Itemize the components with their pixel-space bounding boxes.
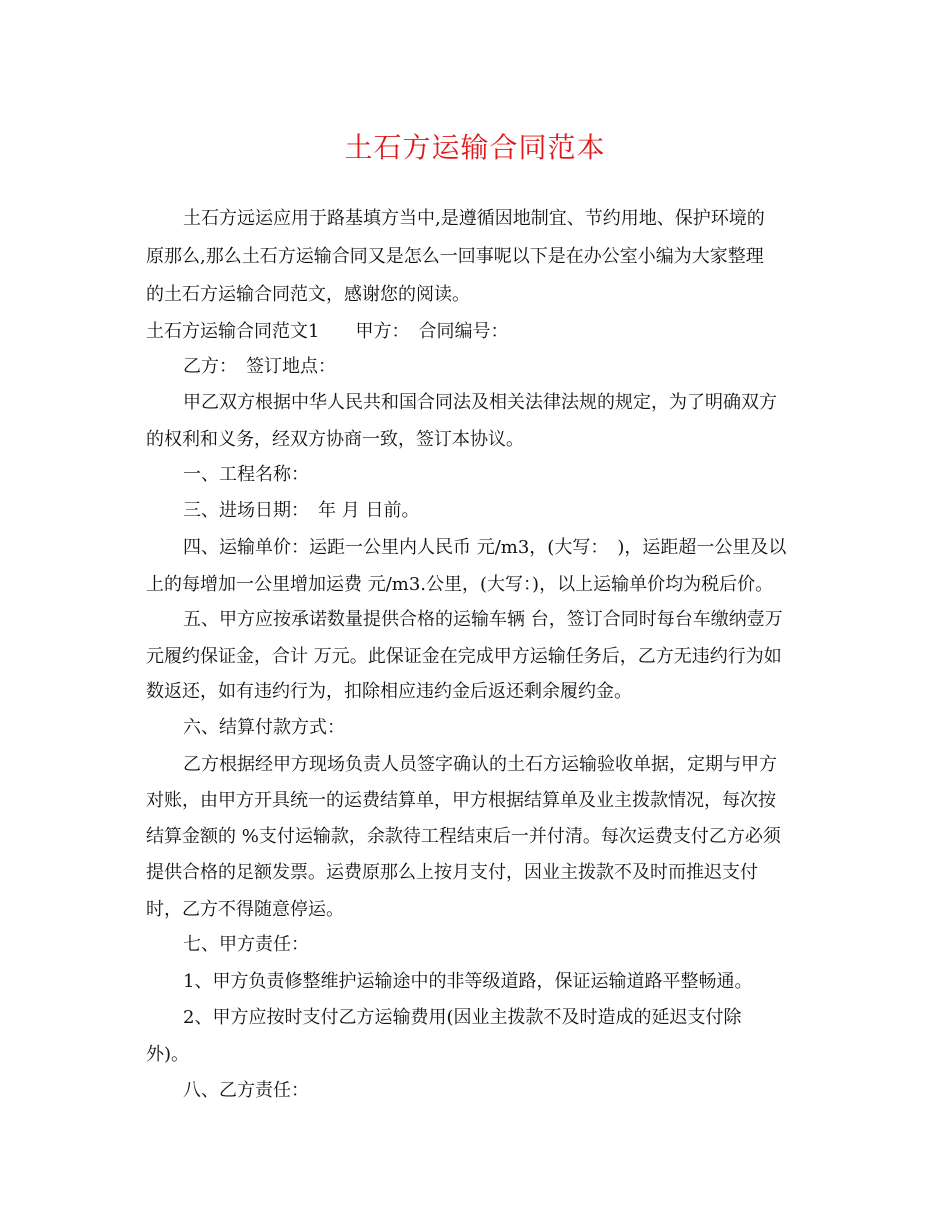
paragraph-line: 的土石方运输合同范文，感谢您的阅读。 xyxy=(146,284,470,305)
paragraph-line: 原那么,那么土石方运输合同又是怎么一回事呢以下是在办公室小编为大家整理 xyxy=(146,246,764,267)
document-title: 土石方运输合同范本 xyxy=(344,131,606,164)
paragraph-line: 2、甲方应按时支付乙方运输费用(因业主拨款不及时造成的延迟支付除 xyxy=(183,1007,742,1028)
paragraph-line: 五、甲方应按承诺数量提供合格的运输车辆 台，签订合同时每台车缴纳壹万 xyxy=(183,609,783,630)
contract-heading-line: 土石方运输合同范文1 甲方： 合同编号： xyxy=(146,321,509,342)
paragraph-line: 元履约保证金，合计 万元。此保证金在完成甲方运输任务后，乙方无违约行为如 xyxy=(146,646,782,667)
paragraph-line: 的权利和义务，经双方协商一致，签订本协议。 xyxy=(146,429,524,450)
section-heading: 三、进场日期： 年 月 日前。 xyxy=(183,500,420,521)
paragraph-line: 数返还，如有违约行为，扣除相应违约金后返还剩余履约金。 xyxy=(146,681,632,702)
section-heading: 一、工程名称： xyxy=(183,464,309,485)
section-heading: 七、甲方责任： xyxy=(183,934,309,955)
paragraph-line: 结算金额的 %支付运输款，余款待工程结束后一并付清。每次运费支付乙方必须 xyxy=(146,826,781,847)
paragraph-line: 时，乙方不得随意停运。 xyxy=(146,899,344,920)
section-heading: 八、乙方责任： xyxy=(183,1080,309,1101)
paragraph-line: 乙方： 签订地点： xyxy=(183,356,336,377)
paragraph-line: 对账，由甲方开具统一的运费结算单，甲方根据结算单及业主拨款情况，每次按 xyxy=(146,790,776,811)
paragraph-line: 土石方远运应用于路基填方当中,是遵循因地制宜、节约用地、保护环境的 xyxy=(183,208,765,229)
paragraph-line: 提供合格的足额发票。运费原那么上按月支付，因业主拨款不及时而推迟支付 xyxy=(146,862,758,883)
section-heading: 六、结算付款方式： xyxy=(183,717,345,738)
paragraph-line: 四、运输单价：运距一公里内人民币 元/m3，(大写： )，运距超一公里及以 xyxy=(183,537,787,558)
paragraph-line: 外)。 xyxy=(146,1044,190,1065)
paragraph-line: 乙方根据经甲方现场负责人员签字确认的土石方运输验收单据，定期与甲方 xyxy=(183,754,777,775)
paragraph-line: 1、甲方负责修整维护运输途中的非等级道路，保证运输道路平整畅通。 xyxy=(183,971,753,992)
paragraph-line: 上的每增加一公里增加运费 元/m3.公里，(大写：)，以上运输单价均为税后价。 xyxy=(146,574,774,595)
paragraph-line: 甲乙双方根据中华人民共和国合同法及相关法律法规的规定，为了明确双方 xyxy=(183,392,777,413)
